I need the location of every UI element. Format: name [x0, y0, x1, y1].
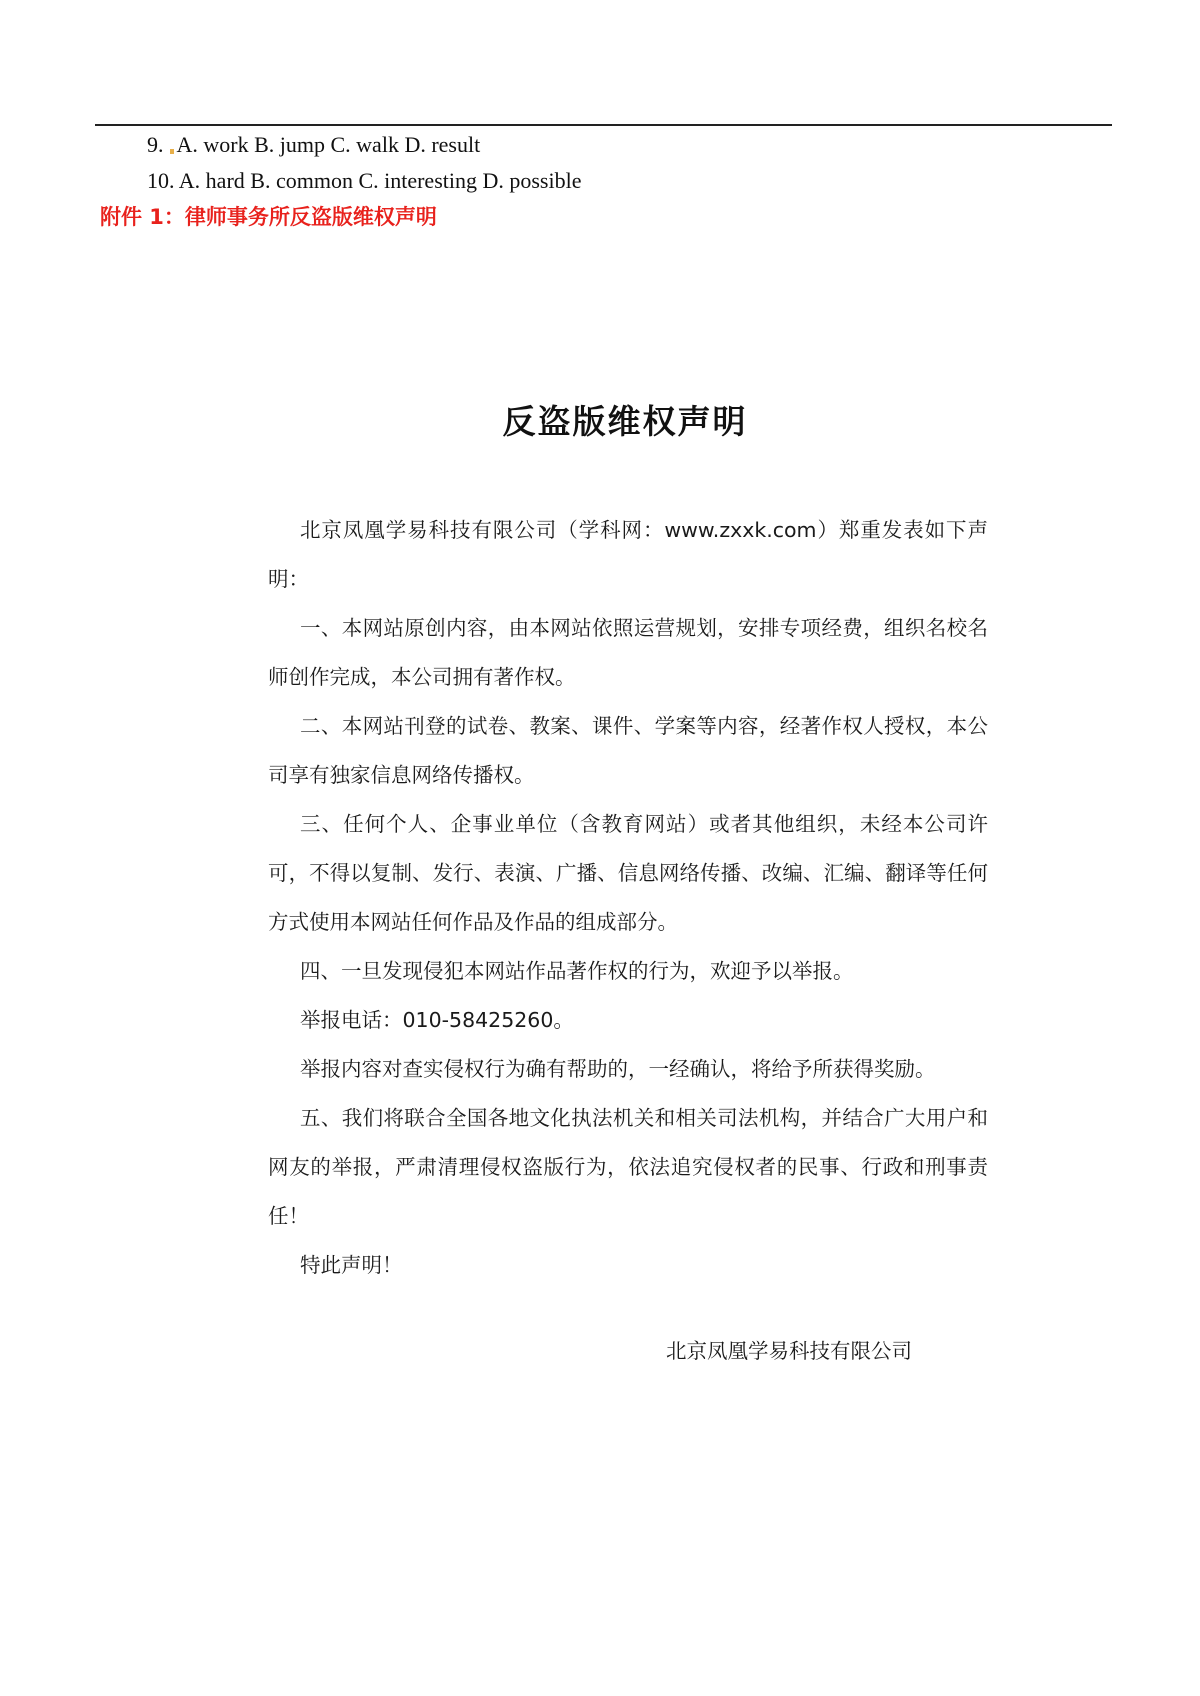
question-number: 10.: [147, 168, 175, 193]
top-divider: [95, 124, 1112, 126]
marker-dot: [170, 149, 174, 154]
statement-paragraph: 特此声明！: [300, 1253, 403, 1277]
question-number: 9.: [147, 132, 164, 157]
statement-paragraph: 举报电话：010-58425260。: [300, 1008, 574, 1032]
statement-paragraph: 一、本网站原创内容，由本网站依照运营规划，安排专项经费，组织名校名师创作完成，本公司拥有著作权。: [268, 616, 988, 689]
statement-paragraph: 北京凤凰学易科技有限公司（学科网：www.zxxk.com）郑重发表如下声明：: [268, 518, 988, 591]
annex-heading: 附件 1：律师事务所反盗版维权声明: [100, 205, 437, 229]
question-10: [147, 168, 581, 194]
question-options: A. hard B. common C. interesting D. possible: [178, 168, 582, 193]
statement-paragraph: 举报内容对查实侵权行为确有帮助的，一经确认，将给予所获得奖励。: [300, 1057, 936, 1081]
statement-signature: 北京凤凰学易科技有限公司: [666, 1339, 912, 1363]
statement-paragraph: 二、本网站刊登的试卷、教案、课件、学案等内容，经著作权人授权，本公司享有独家信息网络传播权。: [268, 714, 988, 787]
statement-body: [268, 506, 988, 1290]
statement-paragraph: 三、任何个人、企事业单位（含教育网站）或者其他组织，未经本公司许可，不得以复制、发行、表演、广播、信息网络传播、改编、汇编、翻译等任何方式使用本网站任何作品及作品的组成部分。: [268, 812, 988, 934]
statement-title: 反盗版维权声明: [502, 402, 748, 441]
question-options: A. work B. jump C. walk D. result: [176, 132, 481, 157]
statement-paragraph: 四、一旦发现侵犯本网站作品著作权的行为，欢迎予以举报。: [300, 959, 854, 983]
question-9: [147, 132, 480, 158]
statement-paragraph: 五、我们将联合全国各地文化执法机关和相关司法机构，并结合广大用户和网友的举报，严肃清理侵权盗版行为，依法追究侵权者的民事、行政和刑事责任！: [268, 1106, 988, 1228]
